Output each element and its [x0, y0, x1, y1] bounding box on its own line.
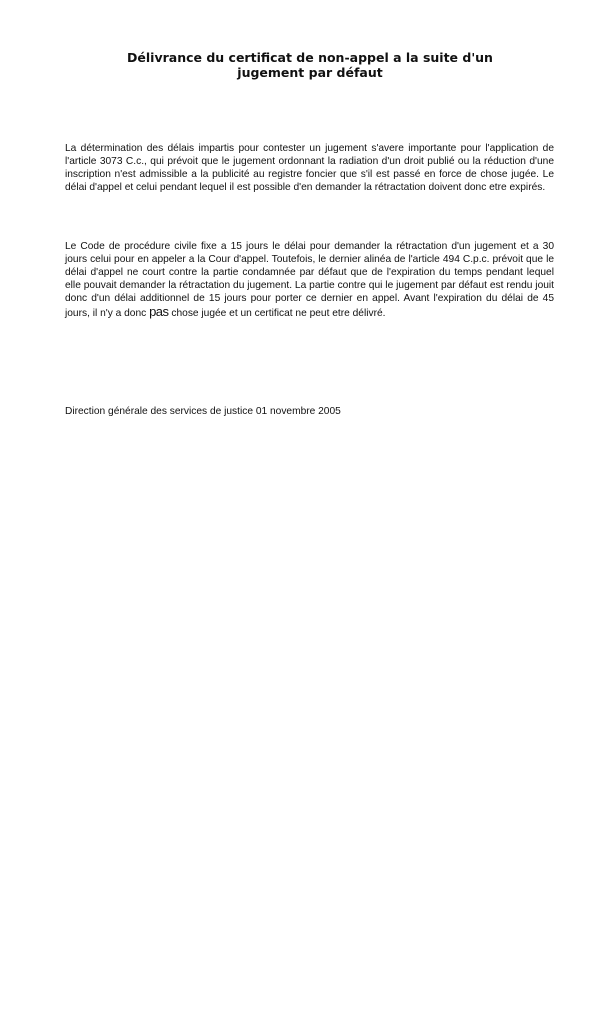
title-line-1: Délivrance du certificat de non-appel a la suite d'un [127, 50, 493, 65]
title-line-2: jugement par défaut [237, 65, 383, 80]
document-title [90, 50, 530, 80]
footer-signature: Direction générale des services de justice 01 novembre 2005 [65, 406, 341, 417]
paragraph-1: La détermination des délais impartis pour contester un jugement s'avere importante pour l'application de l'article 3073 C.c., qui prévoit que le jugement ordonnant la radiation d'un droit publié ou la réduction d'une inscription n'est admissible a la publicité au registre foncier que s'il est passé en force de chose jugée. Le délai d'appel et celui pendant lequel il est possible d'en demander la rétractation doivent donc etre expirés. [65, 143, 554, 193]
paragraph-2-text-a: Le Code de procédure civile fixe a 15 jours le délai pour demander la rétractation d'un jugement et a 30 jours celui pour en appeler a la Cour d'appel. Toutefois, le dernier alinéa de l'article 494 C.p.c. prévoit que le délai d'appel ne court contre la partie condamnée par défaut que de l'expiration du temps pendant lequel elle pouvait demander la rétractation du jugement. La partie contre qui le jugement par défaut est rendu jouit donc d'un délai additionnel de 15 jours pour porter ce dernier en appel. Avant l'expiration du délai de 45 jours, il n'y a donc [65, 241, 554, 319]
paragraph-2-pas: pas [149, 303, 169, 319]
paragraph-2-text-b: chose jugée et un certificat ne peut etre délivré. [171, 307, 386, 319]
paragraph-2 [65, 241, 554, 320]
